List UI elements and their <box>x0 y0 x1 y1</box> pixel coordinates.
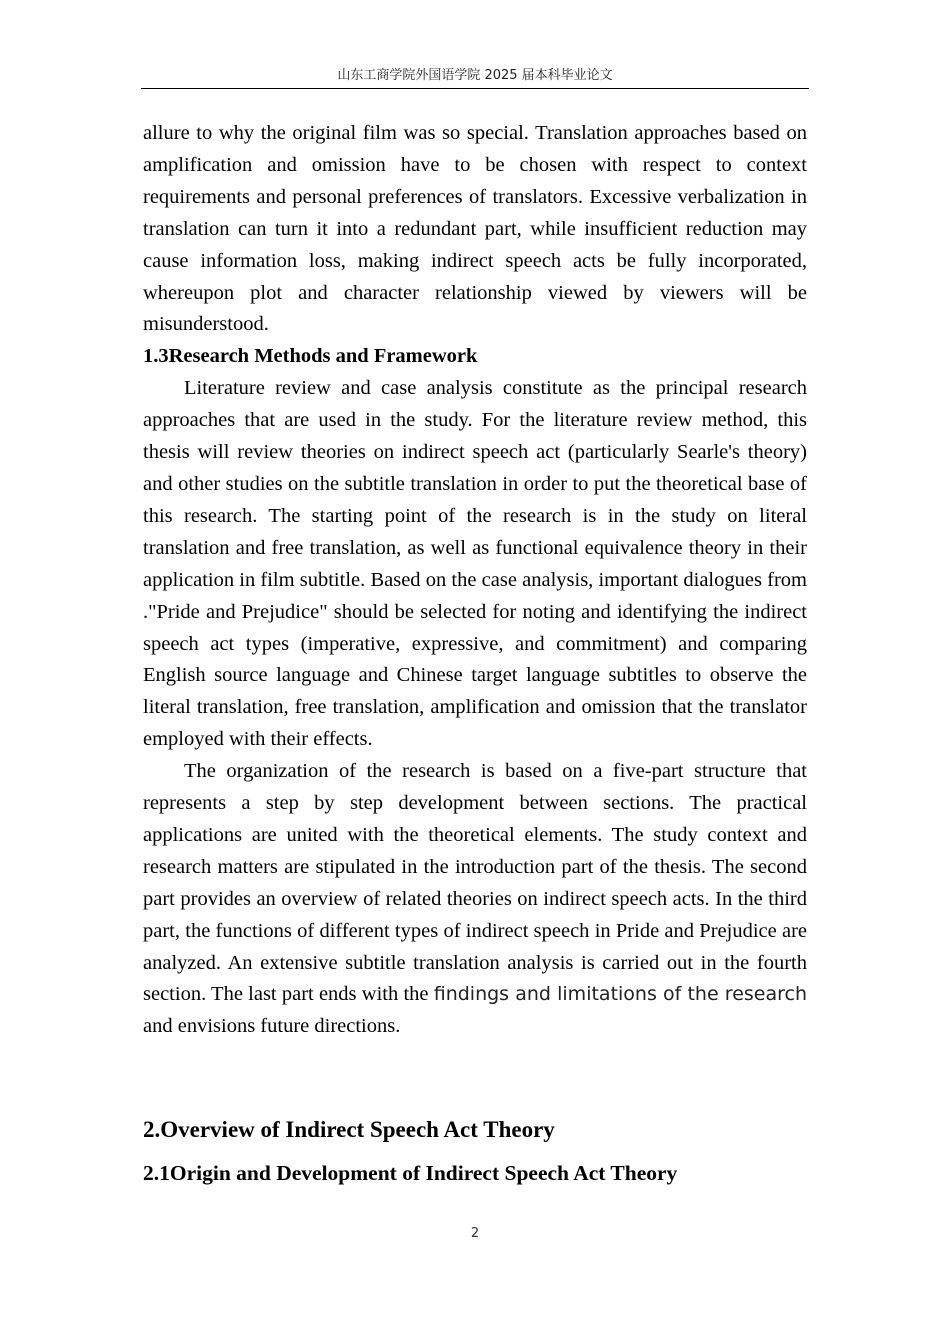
running-header: 山东工商学院外国语学院 2025 届本科毕业论文 <box>337 68 613 83</box>
paragraph-structure <box>143 756 807 1043</box>
body-text <box>143 118 807 1043</box>
paragraph-structure-sans-span: findings and limitations of the research <box>433 983 807 1006</box>
paragraph-structure-end: and envisions future directions. <box>143 1015 401 1038</box>
page-number: 2 <box>470 1226 480 1241</box>
chapter-heading-2: 2.Overview of Indirect Speech Act Theory <box>143 1117 555 1142</box>
paragraph-structure-main: The organization of the research is based on a five-part structure that represents a step by step development between sections. The practical applications are united with the theoretical elements. The study context and research matters are stipulated in the introduction part of the thesis. The second part provides an overview of related theories on indirect speech acts. In the third part, the functions of different types of indirect speech in Pride and Prejudice are analyzed. An extensive subtitle translation analysis is carried out in the fourth section. The last part ends with the <box>143 760 807 1006</box>
header-rule <box>141 88 809 89</box>
section-heading-2-1: 2.1Origin and Development of Indirect Speech Act Theory <box>143 1161 678 1185</box>
paragraph-research-methods: Literature review and case analysis constitute as the principal research approaches that are used in the study. For the literature review method, this thesis will review theories on indirect speech act (particularly Searle's theory) and other studies on the subtitle translation in order to put the theoretical base of this research. The starting point of the research is in the study on literal translation and free translation, as well as functional equivalence theory in their application in film subtitle. Based on the case analysis, important dialogues from ."Pride and Prejudice" should be selected for noting and identifying the indirect speech act types (imperative, expressive, and commitment) and comparing English source language and Chinese target language subtitles to observe the literal translation, free translation, amplification and omission that the translator employed with their effects. <box>143 377 807 751</box>
paragraph-continuation: allure to why the original film was so special. Translation approaches based on amplification and omission have to be chosen with respect to context requirements and personal preferences of translators. Excessive verbalization in translation can turn it into a redundant part, while insufficient reduction may cause information loss, making indirect speech acts be fully incorporated, whereupon plot and character relationship viewed by viewers will be misunderstood. <box>143 122 807 336</box>
section-heading-1-3: 1.3Research Methods and Framework <box>143 345 478 368</box>
